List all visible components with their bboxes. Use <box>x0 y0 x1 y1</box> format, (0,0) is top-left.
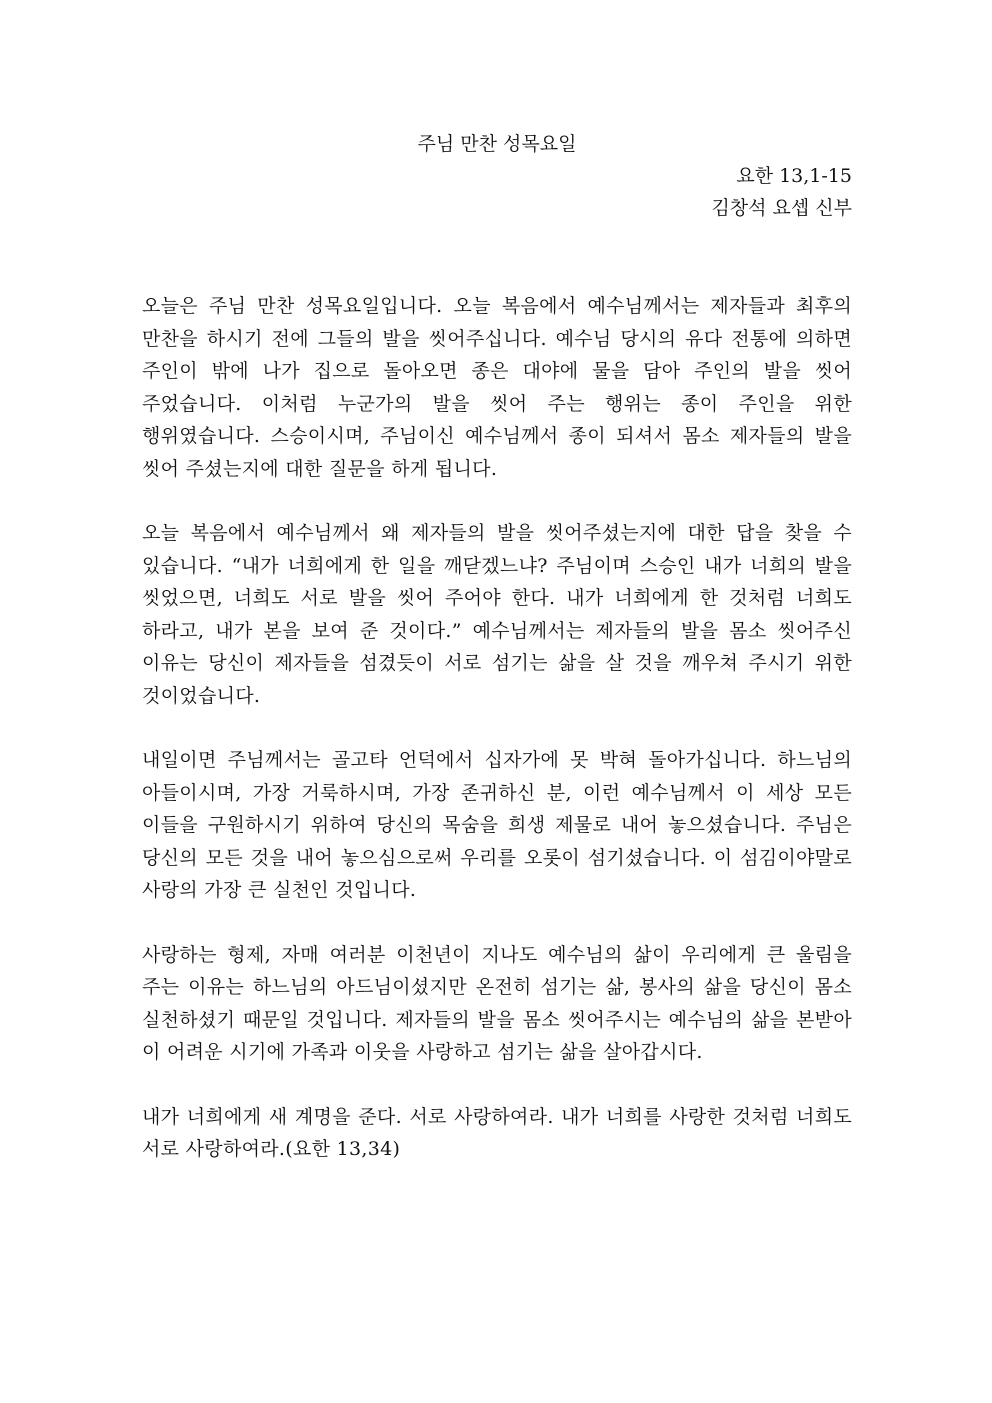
scripture-reference: 요한 13,1-15 <box>736 165 852 187</box>
document-body <box>142 290 852 1166</box>
paragraph-3: 내일이면 주님께서는 골고타 언덕에서 십자가에 못 박혀 돌아가십니다. 하느님의 아들이시며, 가장 거룩하시며, 가장 존귀하신 분, 이런 예수님께서 이 세상 모든 이들을 구원하시기 위하여 당신의 목숨을 희생 제물로 내어 놓으셨습니다. 주님은 당신의 모든 것을 내어 놓으심으로써 우리를 오롯이 섬기셨습니다. 이 섬김이야말로 사랑의 가장 큰 실천인 것입니다. <box>142 749 852 901</box>
paragraph-2: 오늘 복음에서 예수님께서 왜 제자들의 발을 씻어주셨는지에 대한 답을 찾을 수 있습니다. “내가 너희에게 한 일을 깨닫겠느냐? 주님이며 스승인 내가 너희의 발을 씻었으면, 너희도 서로 발을 씻어 주어야 한다. 내가 너희에게 한 것처럼 너희도 하라고, 내가 본을 보여 준 것이다.” 예수님께서는 제자들의 발을 몸소 씻어주신 이유는 당신이 제자들을 섬겼듯이 서로 섬기는 삶을 살 것을 깨우쳐 주시기 위한 것이었습니다. <box>142 522 852 707</box>
page-title: 주님 만찬 성목요일 <box>417 133 577 155</box>
document-page <box>142 128 852 1198</box>
paragraph-4: 사랑하는 형제, 자매 여러분 이천년이 지나도 예수님의 삶이 우리에게 큰 울림을 주는 이유는 하느님의 아드님이셨지만 온전히 섬기는 삶, 봉사의 삶을 당신이 몸소 실천하셨기 때문일 것입니다. 제자들의 발을 몸소 씻어주시는 예수님의 삶을 본받아 이 어려운 시기에 가족과 이웃을 사랑하고 섬기는 삶을 살아갑시다. <box>142 943 852 1063</box>
paragraph-1: 오늘은 주님 만찬 성목요일입니다. 오늘 복음에서 예수님께서는 제자들과 최후의 만찬을 하시기 전에 그들의 발을 씻어주십니다. 예수님 당시의 유다 전통에 의하면 주인이 밖에 나가 집으로 돌아오면 종은 대야에 물을 담아 주인의 발을 씻어 주었습니다. 이처럼 누군가의 발을 씻어 주는 행위는 종이 주인을 위한 행위였습니다. 스승이시며, 주님이신 예수님께서 종이 되셔서 몸소 제자들의 발을 씻어 주셨는지에 대한 질문을 하게 됩니다. <box>142 295 852 480</box>
author: 김창석 요셉 신부 <box>711 197 852 219</box>
closing-verse: 내가 너희에게 새 계명을 준다. 서로 사랑하여라. 내가 너희를 사랑한 것처럼 너희도 서로 사랑하여라.(요한 13,34) <box>142 1105 852 1160</box>
